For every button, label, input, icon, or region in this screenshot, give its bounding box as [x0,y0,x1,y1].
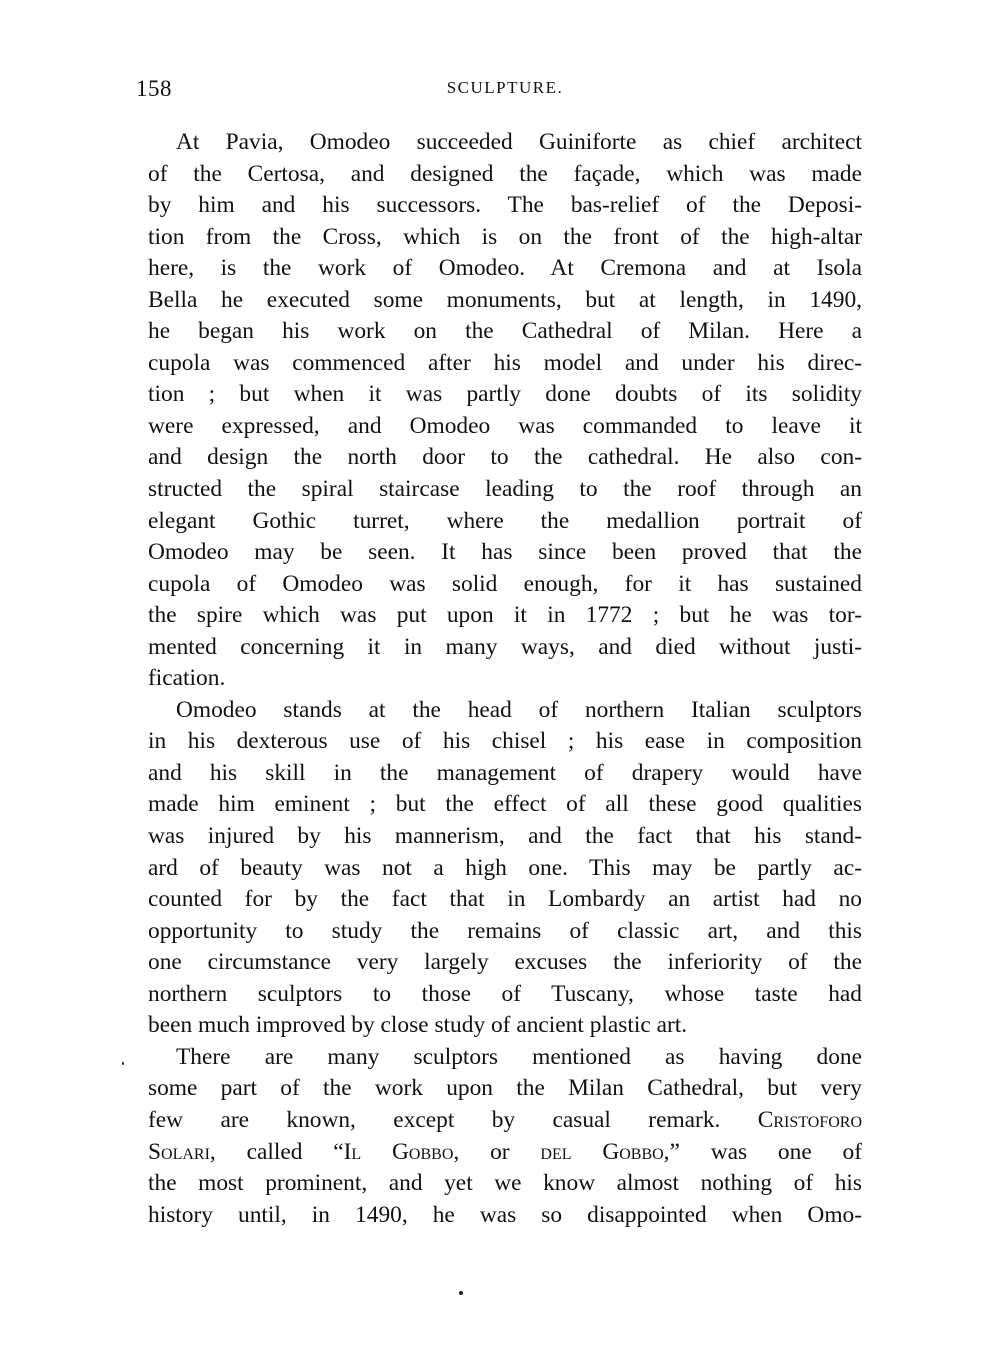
text-line: been much improved by close study of ancient plastic art. [148,1012,688,1039]
text-line: of the Certosa, and designed the façade, which was made [148,160,862,187]
body-text [148,127,862,1231]
text-line: he began his work on the Cathedral of Milan. Here a [148,318,862,345]
print-speck [459,1291,463,1295]
text-line: were expressed, and Omodeo was commanded to leave it [148,412,862,439]
text-line: the most prominent, and yet we know almost nothing of his [148,1170,862,1197]
running-title: SCULPTURE. [446,78,564,97]
text-line: structed the spiral staircase leading to the roof through an [148,476,862,503]
text-line: few are known, except by casual remark. Cristoforo [148,1106,862,1133]
text-line: tion from the Cross, which is on the front of the high-altar [148,223,862,250]
text-line: history until, in 1490, he was so disappointed when Omo- [148,1201,862,1228]
paragraph-2 [148,695,862,1042]
text-line: Omodeo stands at the head of northern Italian sculptors [176,696,862,723]
paragraph-1 [148,127,862,695]
text-line: some part of the work upon the Milan Cathedral, but very [148,1075,862,1102]
text-line: opportunity to study the remains of classic art, and this [148,917,862,944]
text-line: Omodeo may be seen. It has since been proved that the [148,539,862,566]
text-line: by him and his successors. The bas-relief of the Deposi- [148,192,862,219]
text-line: one circumstance very largely excuses the inferiority of the [148,949,862,976]
text-line: made him eminent ; but the effect of all these good qualities [148,791,862,818]
text-line: was injured by his mannerism, and the fact that his stand- [148,823,862,850]
text-line: elegant Gothic turret, where the medallion portrait of [148,507,862,534]
text-line: northern sculptors to those of Tuscany, whose taste had [148,980,862,1007]
text-line: tion ; but when it was partly done doubts of its solidity [148,381,862,408]
text-line: in his dexterous use of his chisel ; his ease in composition [148,728,862,755]
text-line: and design the north door to the cathedral. He also con- [148,444,862,471]
text-line: cupola was commenced after his model and under his direc- [148,349,862,376]
text-line: At Pavia, Omodeo succeeded Guiniforte as chief architect [176,129,862,155]
print-speck [122,1062,124,1065]
text-line: Bella he executed some monuments, but at length, in 1490, [148,286,862,313]
text-line: ard of beauty was not a high one. This may be partly ac- [148,854,862,881]
text-line: counted for by the fact that in Lombardy an artist had no [148,886,862,913]
text-line: mented concerning it in many ways, and died without justi- [148,633,862,660]
text-line: here, is the work of Omodeo. At Cremona and at Isola [148,255,862,282]
paragraph-3 [148,1042,862,1231]
running-head [136,76,862,106]
text-line: fication. [148,665,226,692]
text-line: the spire which was put upon it in 1772 ; but he was tor- [148,602,862,629]
text-line: There are many sculptors mentioned as having done [176,1043,862,1070]
text-line: and his skill in the management of drapery would have [148,759,862,786]
page-number: 158 [136,76,172,101]
text-line: Solari, called “Il Gobbo, or del Gobbo,” was one of [148,1138,863,1165]
text-line: cupola of Omodeo was solid enough, for it has sustained [148,570,862,597]
